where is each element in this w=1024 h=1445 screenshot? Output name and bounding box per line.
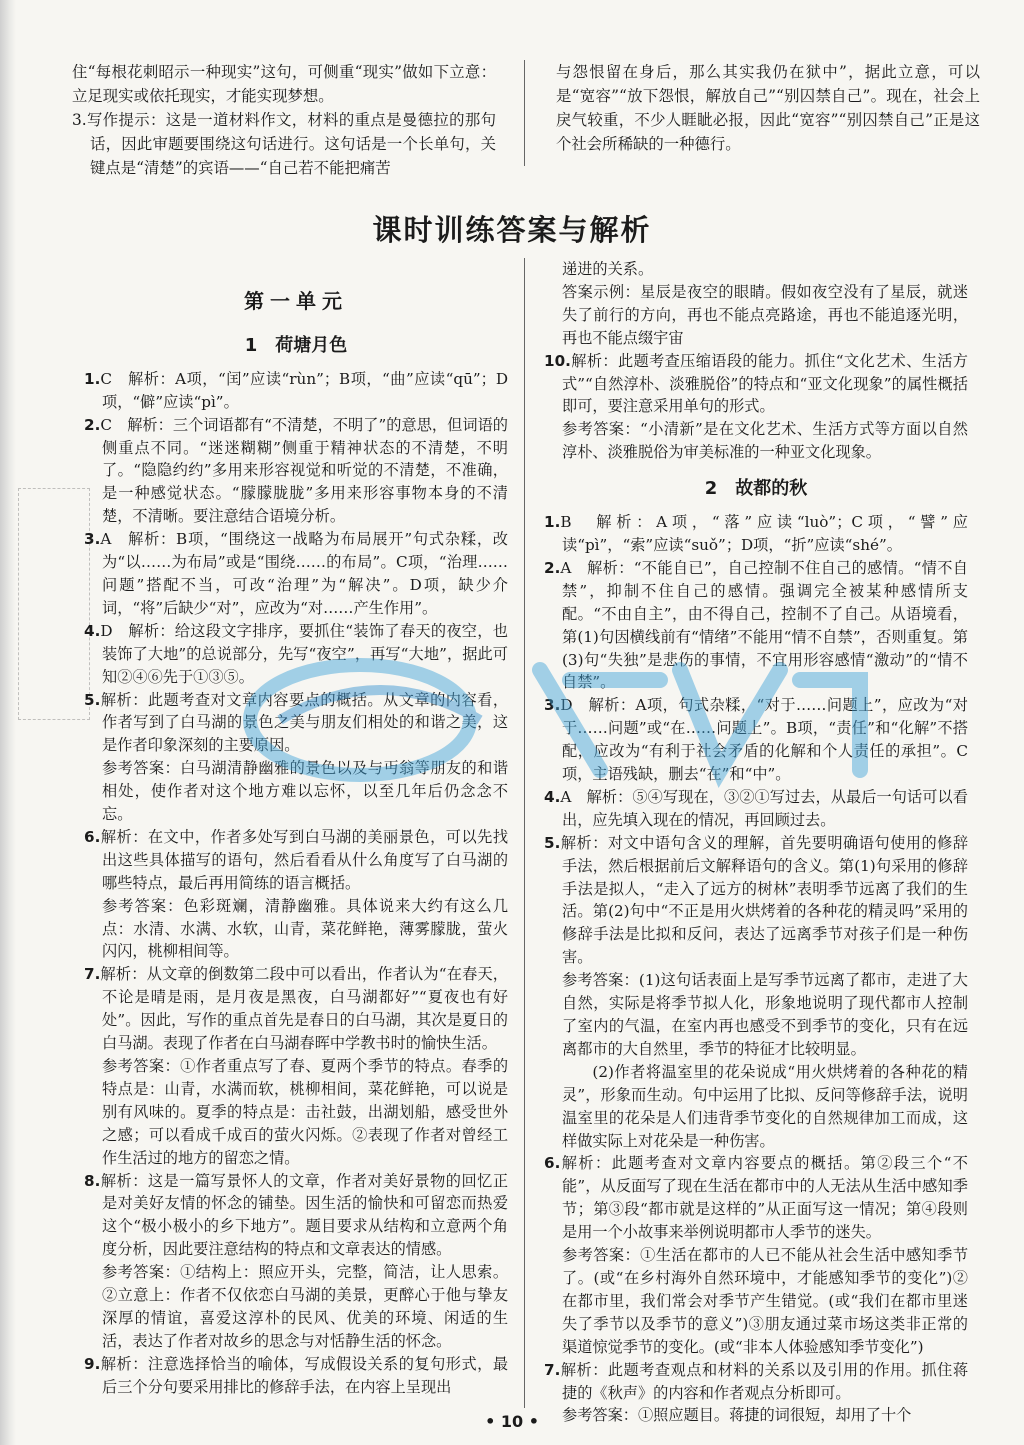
item-text: 解析：注意选择恰当的喻体，写成假设关系的复句形式，最后三个分句要采用排比的修辞手法，在内容上呈现出 (100, 1354, 508, 1396)
answer-item (84, 1353, 508, 1399)
item-text: D 解析：A项，句式杂糅，“对于……问题上”，应改为“对于……问题”或“在……问题上”。B项，“责任”和“化解”不搭配，应改为“有利于社会矛盾的化解和个人责任的承担”。C项，主语残缺，删去“在”和“中”。 (560, 696, 968, 784)
column-divider (524, 258, 525, 1408)
answer-item (544, 832, 968, 969)
item-text: 解析：在文中，作者多处写到白马湖的美丽景色，可以先找出这些具体描写的语句，然后看看从什么角度写了白马湖的哪些特点，最后再用简练的语言概括。 (100, 827, 508, 892)
reference-answer: 参考答案：①生活在都市的人已不能从社会生活中感知季节了。(或“在乡村海外自然环境中，才能感知季节的变化”)②在都市里，我们常会对季节产生错觉。(或“我们在都市里迷失了季节以及季节的意义”)③朋友通过菜市场这类非正常的渠道惊觉季节的变化。(或“非本人体验感知季节变化”) (562, 1246, 968, 1356)
item-number: 6. (544, 1154, 561, 1173)
item-number: 3. (544, 696, 561, 715)
lesson-2-title (544, 478, 968, 501)
section-title: 课时训练答案与解析 (372, 213, 652, 247)
top-right-column (556, 60, 980, 156)
top-left-line-1: 住“每根花刺昭示一种现实”这句，可侧重“现实”做如下立意：立足现实或依托现实，才能实现梦想。 (72, 63, 496, 105)
reference-answer: 参考答案：(1)这句话表面上是写季节远离了都市，走进了大自然，实际是将季节拟人化，形象地说明了现代都市人控制了室内的气温，在室内再也感受不到季节的变化，只有在远离都市的大自然里，季节的特征才比较明显。 (562, 971, 968, 1058)
continuation-text: 递进的关系。 (562, 260, 654, 278)
answer-item (544, 786, 968, 832)
item-number: 5. (84, 690, 101, 709)
answer-item (544, 511, 968, 557)
top-continuation (72, 60, 980, 177)
right-column (544, 258, 968, 1427)
item-number: 4. (544, 787, 561, 806)
item-number: 1. (84, 369, 101, 388)
item-text: 解析：此题考查对文章内容要点的概括。第②段三个“不能”，从反面写了现在生活在都市中的人无法从生活中感知季节；第③段“都市就是这样的”从正面写这一情况；第④段则是用一个小故事来举例说明都市人季节的迷失。 (560, 1154, 968, 1242)
answer-item (544, 350, 968, 419)
reference-answer: 答案示例：星辰是夜空的眼睛。假如夜空没有了星辰，就迷失了前行的方向，再也不能点亮路途，再也不能追逐光明，再也不能点缀宇宙 (562, 282, 968, 347)
item-number: 6. (84, 827, 101, 846)
item-text: A 解析：“不能自已”，自己控制不住自己的感情。“情不自禁”，抑制不住自己的感情。强调完全被某种感情所支配。“不由自主”，由不得自己，控制不了自己。从语境看，第(1)句因横线前有“情绪”不能用“情不自禁”，否则重复。第(3)句“失独”是悲伤的事情，不宜用形容感情“激动”的“情不自禁”。 (560, 558, 968, 692)
unit-title: 第一单元 (244, 289, 348, 313)
answer-item (84, 620, 508, 689)
item-number: 3. (84, 530, 101, 549)
item-text: 解析：此题考查压缩语段的能力。抓住“文化艺术、生活方式”“自然淳朴、淡雅脱俗”的特点和“亚文化现象”的属性概括即可，要注意采用单句的形式。 (562, 351, 968, 416)
answer-item (84, 528, 508, 620)
answer-item (84, 689, 508, 758)
reference-answer: 参考答案：①作者重点写了春、夏两个季节的特点。春季的特点是：山青，水满而软，桃柳相间，菜花鲜艳，可以说是别有风味的。夏季的特点是：击社鼓，出湖划船，感受世外之感；可以看成千成百的萤火闪烁。②表现了作者对曾经工作生活过的地方的留恋之情。 (102, 1057, 508, 1167)
item-number: 7. (544, 1360, 561, 1379)
top-right-line-1: 与怨恨留在身后，那么其实我仍在狱中”，据此立意，可以是“宽容”“放下怨恨，解放自己”“别囚禁自己”。现在，社会上戾气较重，不少人睚眦必报，因此“宽容”“别囚禁自己”正是这个社会所稀缺的一种德行。 (556, 63, 980, 153)
reference-answer-part-2: (2)作者将温室里的花朵说成“用火烘烤着的各种花的精灵”，形象而生动。句中运用了比拟、反问等修辞手法，说明温室里的花朵是人们违背季节变化的自然规律加工而成，这样做实际上对花朵是一种伤害。 (562, 1062, 968, 1150)
lesson-1-name: 荷塘月色 (275, 334, 348, 356)
item-number: 4. (84, 621, 101, 640)
answer-item (84, 1170, 508, 1262)
lesson-2-name: 故都的秋 (735, 478, 808, 500)
answer-item (84, 826, 508, 895)
item-number: 9. (84, 1354, 101, 1373)
item-text: 解析：此题考查观点和材料的关系以及引用的作用。抓住蒋捷的《秋声》的内容和作者观点分析即可。 (560, 1360, 968, 1402)
reference-answer: 参考答案：色彩斑斓，清静幽雅。具体说来大约有这么几点：水清、水满、水软，山青，菜花鲜艳，薄雾朦胧，萤火闪闪，桃柳相间等。 (102, 896, 508, 961)
reference-answer: 参考答案：①结构上：照应开头，完整，简洁，让人思索。②立意上：作者不仅依恋白马湖的美景，更醉心于他与挚友深厚的情谊，喜爱这淳朴的民风、优美的环境、闲适的生活，表达了作者对故乡的思念与对恬静生活的怀念。 (102, 1263, 508, 1350)
item-text: A 解析：⑤④写现在，③②①写过去，从最后一句话可以看出，应先填入现在的情况，再回顾过去。 (560, 787, 968, 829)
left-column (84, 268, 508, 1399)
answer-item (84, 414, 508, 529)
answer-item (544, 1359, 968, 1405)
item-number: 7. (84, 965, 101, 984)
item-text: 解析：此题考查对文章内容要点的概括。从文章的内容看，作者写到了白马湖的景色之美与朋友们相处的和谐之美，这是作者印象深刻的主要原因。 (100, 690, 508, 755)
page-number: • 10 • (485, 1412, 539, 1431)
item-number: 2. (84, 415, 101, 434)
reference-answer: 参考答案：白马湖清静幽雅的景色以及与丏翁等朋友的和谐相处，使作者对这个地方难以忘怀，以至几年后仍念念不忘。 (102, 759, 508, 824)
answer-item (84, 963, 508, 1055)
item-text: 解析：这是一篇写景怀人的文章，作者对美好景物的回忆正是对美好友情的怀念的铺垫。因生活的愉快和可留恋而热爱这个“极小极小的乡下地方”。题目要求从结构和立意两个角度分析，因此要注意结构的特点和文章表达的情感。 (100, 1171, 508, 1259)
library-stamp (18, 488, 90, 720)
item-text: D 解析：给这段文字排序，要抓住“装饰了春天的夜空，也装饰了大地”的总说部分，先写“夜空”，再写“大地”，据此可知②④⑥先于①③⑤。 (100, 621, 508, 686)
item-number: 10. (544, 351, 571, 370)
item-text: 解析：对文中语句含义的理解，首先要明确语句使用的修辞手法，然后根据前后文解释语句的含义。第(1)句采用的修辞手法是拟人，“走入了远方的树林”表明季节远离了我们的生活。第(2)句中“不正是用火烘烤着的各种花的精灵吗”采用的修辞手法是比拟和反问，表达了远离季节对孩子们是一种伤害。 (560, 833, 968, 967)
top-left-column (72, 60, 496, 180)
item-text: C 解析：三个词语都有“不清楚，不明了”的意思，但词语的侧重点不同。“迷迷糊糊”侧重于精神状态的不清楚，不明了。“隐隐约约”多用来形容视觉和听觉的不清楚，不准确，是一种感觉状态。“朦朦胧胧”多用来形容事物本身的不清楚，不清晰。要注意结合语境分析。 (100, 415, 508, 526)
lesson-1-title (84, 335, 508, 358)
lesson-2-number: 2 (704, 478, 718, 500)
item-number: 8. (84, 1171, 101, 1190)
item-number: 5. (544, 833, 561, 852)
lesson-1-number: 1 (244, 334, 258, 356)
reference-answer: 参考答案：“小清新”是在文化艺术、生活方式等方面以自然淳朴、淡雅脱俗为审美标准的一种亚文化现象。 (562, 420, 968, 462)
item-text: A 解析：B项，“围绕这一战略为布局展开”句式杂糅，改为“以……为布局”或是“围绕……的布局”。C项，“治理……问题”搭配不当，可改“治理”为“解决”。D项，缺少介词，“将”后缺少“对”，应改为“对……产生作用”。 (100, 530, 508, 617)
answer-item (544, 694, 968, 786)
item-text: 解析：从文章的倒数第二段中可以看出，作者认为“在春天，不论是晴是雨，是月夜是黑夜，白马湖都好”“夏夜也有好处”。因此，写作的重点首先是春日的白马湖，其次是夏日的白马湖。表现了作者在白马湖春晖中学教书时的愉快生活。 (100, 965, 508, 1053)
top-left-line-2: 3.写作提示：这是一道材料作文，材料的重点是曼德拉的那句话，因此审题要围绕这句话进行。这句话是一个长单句，关键点是“清楚”的宾语——“自己若不能把痛苦 (72, 111, 496, 177)
answer-item (544, 1152, 968, 1244)
top-column-divider (524, 60, 525, 166)
item-number: 1. (544, 513, 561, 532)
answer-item (84, 368, 508, 414)
item-text: C 解析：A项，“闰”应读“rùn”；B项，“曲”应读“qū”；D项，“僻”应读“pì”。 (100, 369, 508, 411)
reference-answer: 参考答案：①照应题目。蒋捷的词很短，却用了十个 (562, 1406, 912, 1425)
item-number: 2. (544, 558, 561, 577)
answer-item (544, 557, 968, 694)
item-text: B 解析：A项，“落”应读“luò”；C项，“譬”应读“pì”，“索”应读“suǒ”；D项，“折”应读“shé”。 (560, 513, 968, 554)
